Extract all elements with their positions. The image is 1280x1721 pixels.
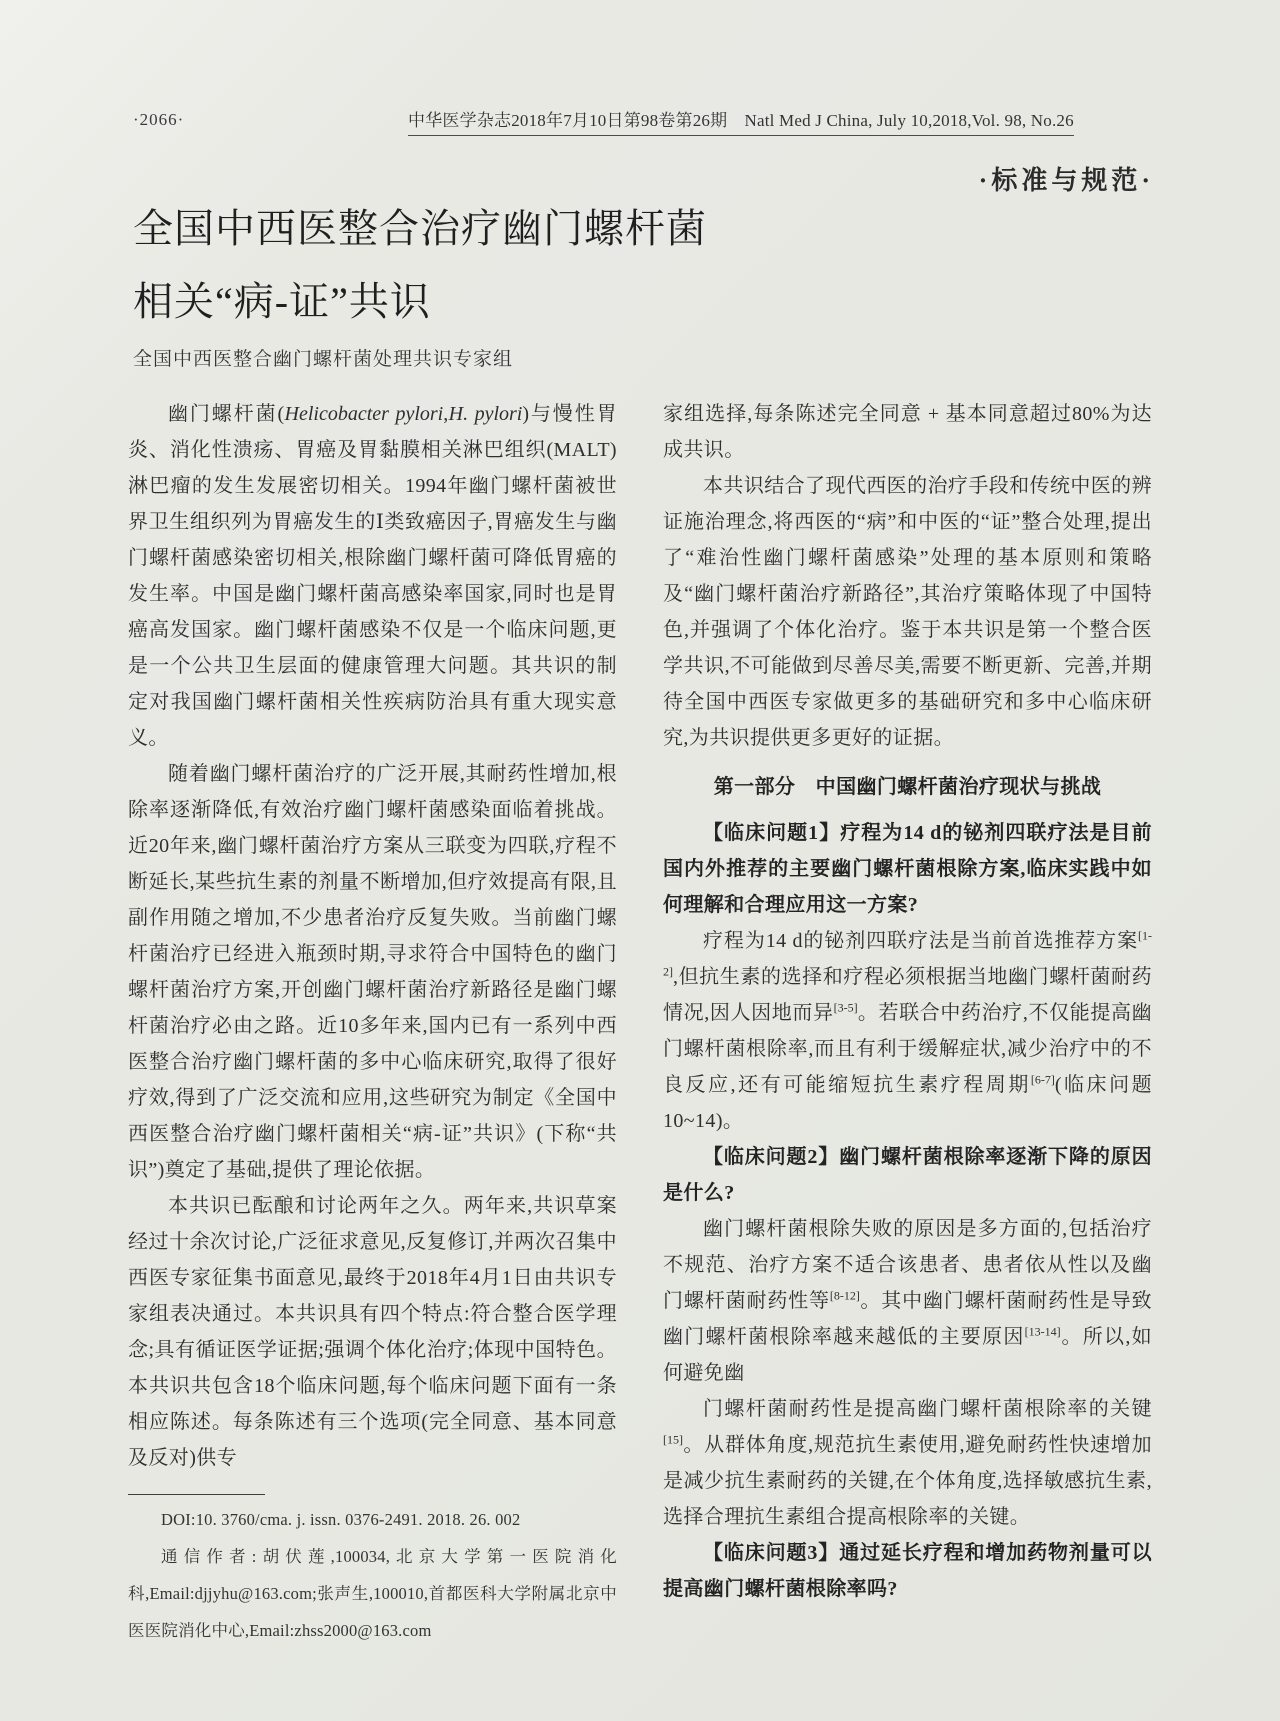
article-title-line2: 相关“病-证”共识 bbox=[133, 279, 431, 324]
paragraph: 本共识已酝酿和讨论两年之久。两年来,共识草案经过十余次讨论,广泛征求意见,反复修订,并两次召集中西医专家征集书面意见,最终于2018年4月1日由共识专家组表决通过。本共识具有四个特点:符合整合医学理念;具有循证医学证据;强调个体化治疗;体现中国特色。本共识共包含18个临床问题,每个临床问题下面有一条相应陈述。每条陈述有三个选项(完全同意、基本同意及反对)供专 bbox=[128, 1195, 617, 1469]
footnote bbox=[128, 1494, 617, 1649]
footnote-divider bbox=[128, 1494, 265, 1495]
right-column bbox=[663, 396, 1152, 1607]
article-body bbox=[128, 396, 1152, 1649]
journal-header-line: 中华医学杂志2018年7月10日第98卷第26期 Natl Med J China, July 10,2018,Vol. 98, No.26 bbox=[408, 106, 1074, 136]
paragraph: 门螺杆菌耐药性是提高幽门螺杆菌根除率的关键[15]。从群体角度,规范抗生素使用,避免耐药性快速增加是减少抗生素耐药的关键,在个体角度,选择敏感抗生素,选择合理抗生素组合提高根除率的关键。 bbox=[663, 1398, 1152, 1528]
author-group: 全国中西医整合幽门螺杆菌处理共识专家组 bbox=[133, 349, 514, 370]
paragraph: 幽门螺杆菌(Helicobacter pylori,H. pylori)与慢性胃炎、消化性溃疡、胃癌及胃黏膜相关淋巴组织(MALT)淋巴瘤的发生发展密切相关。1994年幽门螺杆菌被世界卫生组织列为胃癌发生的Ⅰ类致癌因子,胃癌发生与幽门螺杆菌感染密切相关,根除幽门螺杆菌可降低胃癌的发生率。中国是幽门螺杆菌高感染率国家,同时也是胃癌高发国家。幽门螺杆菌感染不仅是一个临床问题,更是一个公共卫生层面的健康管理大问题。其共识的制定对我国幽门螺杆菌相关性疾病防治具有重大现实意义。 bbox=[128, 403, 618, 749]
paragraph: 幽门螺杆菌根除失败的原因是多方面的,包括治疗不规范、治疗方案不适合该患者、患者依从性以及幽门螺杆菌耐药性等[8-12]。其中幽门螺杆菌耐药性是导致幽门螺杆菌根除率越来越低的主要原因[13-14]。所以,如何避免幽 bbox=[663, 1218, 1153, 1384]
page-number: ·2066· bbox=[133, 110, 185, 129]
clinical-question: 【临床问题3】通过延长疗程和增加药物剂量可以提高幽门螺杆菌根除率吗? bbox=[663, 1542, 1152, 1600]
left-column bbox=[128, 396, 617, 1649]
left-column-text bbox=[128, 396, 617, 1476]
section-heading: 第一部分 中国幽门螺杆菌治疗现状与挑战 bbox=[713, 776, 1102, 798]
right-column-text bbox=[663, 396, 1152, 1607]
paragraph: 疗程为14 d的铋剂四联疗法是当前首选推荐方案[1-2],但抗生素的选择和疗程必须根据当地幽门螺杆菌耐药情况,因人因地而异[3-5]。若联合中药治疗,不仅能提高幽门螺杆菌根除率,而且有利于缓解症状,减少治疗中的不良反应,还有可能缩短抗生素疗程周期[6-7](临床问题10~14)。 bbox=[663, 928, 1152, 1132]
article-title-line1: 全国中西医整合治疗幽门螺杆菌 bbox=[133, 206, 707, 251]
doi-line: DOI:10. 3760/cma. j. issn. 0376-2491. 2018. 26. 002 bbox=[161, 1510, 521, 1529]
paragraph: 家组选择,每条陈述完全同意 + 基本同意超过80%为达成共识。 bbox=[663, 403, 1152, 461]
paragraph: 本共识结合了现代西医的治疗手段和传统中医的辨证施治理念,将西医的“病”和中医的“证”整合处理,提出了“难治性幽门螺杆菌感染”处理的基本原则和策略及“幽门螺杆菌治疗新路径”,其治疗策略体现了中国特色,并强调了个体化治疗。鉴于本共识是第一个整合医学共识,不可能做到尽善尽美,需要不断更新、完善,并期待全国中西医专家做更多的基础研究和多中心临床研究,为共识提供更多更好的证据。 bbox=[663, 475, 1152, 749]
clinical-question: 【临床问题1】疗程为14 d的铋剂四联疗法是目前国内外推荐的主要幽门螺杆菌根除方案,临床实践中如何理解和合理应用这一方案? bbox=[663, 822, 1152, 916]
clinical-question: 【临床问题2】幽门螺杆菌根除率逐渐下降的原因是什么? bbox=[663, 1146, 1152, 1204]
column-section-label: ·标准与规范· bbox=[978, 166, 1154, 195]
article-title bbox=[133, 192, 707, 338]
correspondence-line: 通信作者:胡伏莲,100034,北京大学第一医院消化科,Email:djjyhu@163.com;张声生,100010,首都医科大学附属北京中医医院消化中心,Email:zhss2000@163.com bbox=[128, 1547, 617, 1640]
paragraph: 随着幽门螺杆菌治疗的广泛开展,其耐药性增加,根除率逐渐降低,有效治疗幽门螺杆菌感染面临着挑战。近20年来,幽门螺杆菌治疗方案从三联变为四联,疗程不断延长,某些抗生素的剂量不断增加,但疗效提高有限,且副作用随之增加,不少患者治疗反复失败。当前幽门螺杆菌治疗已经进入瓶颈时期,寻求符合中国特色的幽门螺杆菌治疗方案,开创幽门螺杆菌治疗新路径是幽门螺杆菌治疗必由之路。近10多年来,国内已有一系列中西医整合治疗幽门螺杆菌的多中心临床研究,取得了很好疗效,得到了广泛交流和应用,这些研究为制定《全国中西医整合治疗幽门螺杆菌相关“病-证”共识》(下称“共识”)奠定了基础,提供了理论依据。 bbox=[128, 763, 617, 1181]
